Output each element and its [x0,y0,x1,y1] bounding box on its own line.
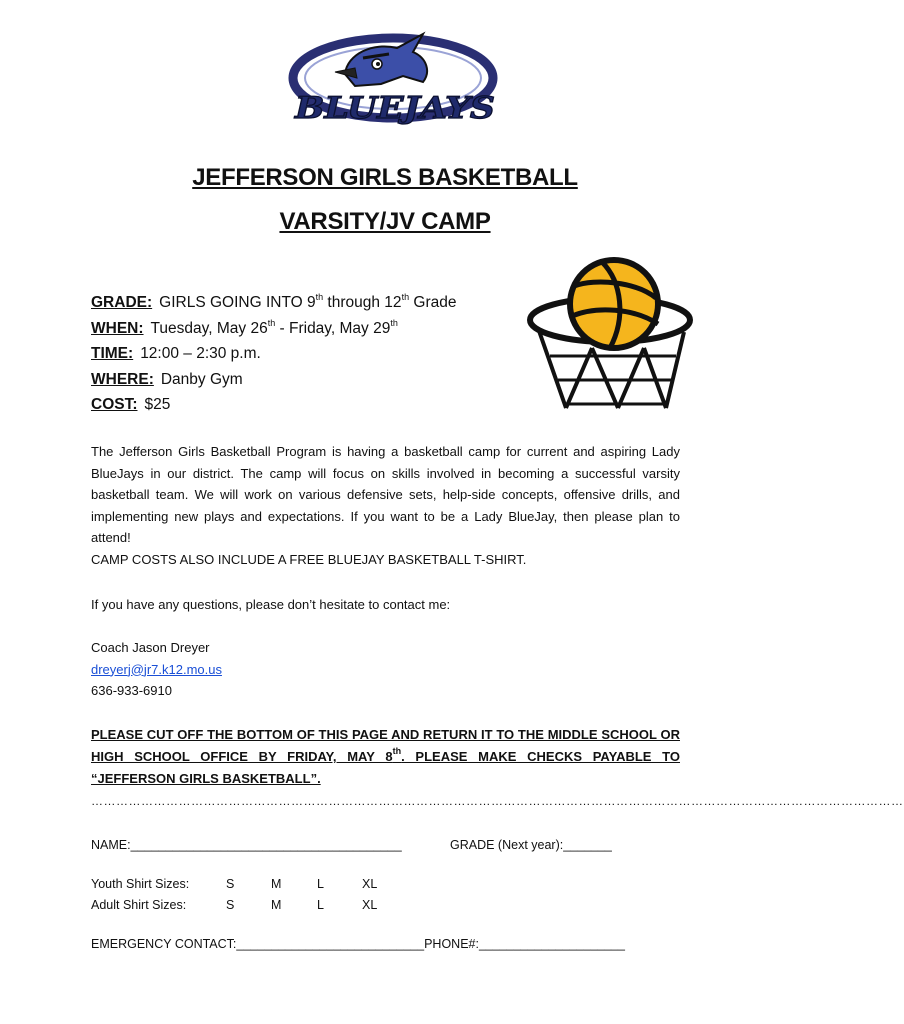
time-label: TIME: [91,345,134,362]
coach-email-link[interactable]: dreyerj@jr7.k12.mo.us [91,661,222,677]
youth-size-s[interactable]: S [226,877,235,891]
tshirt-note: CAMP COSTS ALSO INCLUDE A FREE BLUEJAY BASKETBALL T-SHIRT. [91,552,527,567]
cost-row [91,392,456,418]
superscript: th [390,317,398,328]
grade-value-part: GIRLS GOING INTO 9 [159,294,316,311]
where-label: WHERE: [91,370,154,388]
camp-description: The Jefferson Girls Basketball Program is having a basketball camp for current and aspiring Lady BlueJays in our district. The camp will focus on skills involved in becoming a successful varsity basketball team. We will work on various defensive sets, help-side concepts, offensive drills, and implementing new plays and expectations. If you want to be a Lady BlueJay, then please plan to attend! [91,444,680,545]
adult-size-m[interactable]: M [271,898,282,912]
page-title: JEFFERSON GIRLS BASKETBALL [192,164,578,191]
superscript: th [392,746,402,756]
coach-name: Coach Jason Dreyer [91,640,210,655]
when-value-part: - Friday, May 29 [275,319,391,337]
notice-text: . PLEASE MAKE CHECKS PAYABLE TO “JEFFERSON GIRLS BASKETBALL”. [91,749,680,786]
cost-label: COST: [91,396,138,413]
page-subtitle: VARSITY/JV CAMP [279,208,491,235]
adult-size-xl[interactable]: XL [362,898,378,912]
emergency-contact-field[interactable]: EMERGENCY CONTACT:___________________________PHONE#:_____________________ [91,937,625,951]
grade-value-part: Grade [409,294,457,311]
return-instructions [91,724,680,790]
notice-text: PLEASE CUT OFF THE BOTTOM OF THIS PAGE AND RETURN IT TO THE MIDDLE SCHOOL OR HIGH SCHOOL OFFICE BY FRIDAY, MAY 8 [91,727,680,764]
name-field[interactable]: NAME:_______________________________________ [91,838,402,852]
youth-size-m[interactable]: M [271,877,282,891]
basketball-hoop-icon [526,258,694,414]
superscript: th [315,292,324,302]
contact-block [91,637,680,702]
grade-field[interactable]: GRADE (Next year):_______ [450,838,612,852]
where-value: Danby Gym [160,370,243,388]
superscript: th [267,317,276,328]
adult-size-s[interactable]: S [226,898,235,912]
where-row [91,367,456,393]
grade-label: GRADE: [91,294,153,311]
time-value: 12:00 – 2:30 p.m. [140,345,261,362]
grade-value-part: through 12 [323,294,402,311]
when-label: WHEN: [91,319,144,337]
logo-wordmark: BLUEJAYS [293,91,495,126]
youth-size-xl[interactable]: XL [362,877,378,891]
time-row [91,341,456,367]
when-value-part: Tuesday, May 26 [150,319,268,337]
youth-sizes-label: Youth Shirt Sizes: [91,877,190,891]
grade-row [91,290,456,316]
bluejays-logo [285,28,505,132]
cost-value: $25 [144,396,171,413]
youth-size-l[interactable]: L [317,877,324,891]
adult-sizes-label: Adult Shirt Sizes: [91,898,187,912]
cut-line: …………………………………………………………………………………………………………………………………………………………………………… [91,794,904,808]
when-row [91,316,456,342]
adult-size-l[interactable]: L [317,898,324,912]
superscript: th [401,292,410,302]
questions-text: If you have any questions, please don’t hesitate to contact me: [91,597,451,612]
camp-details [91,290,456,418]
coach-phone: 636-933-6910 [91,683,172,698]
